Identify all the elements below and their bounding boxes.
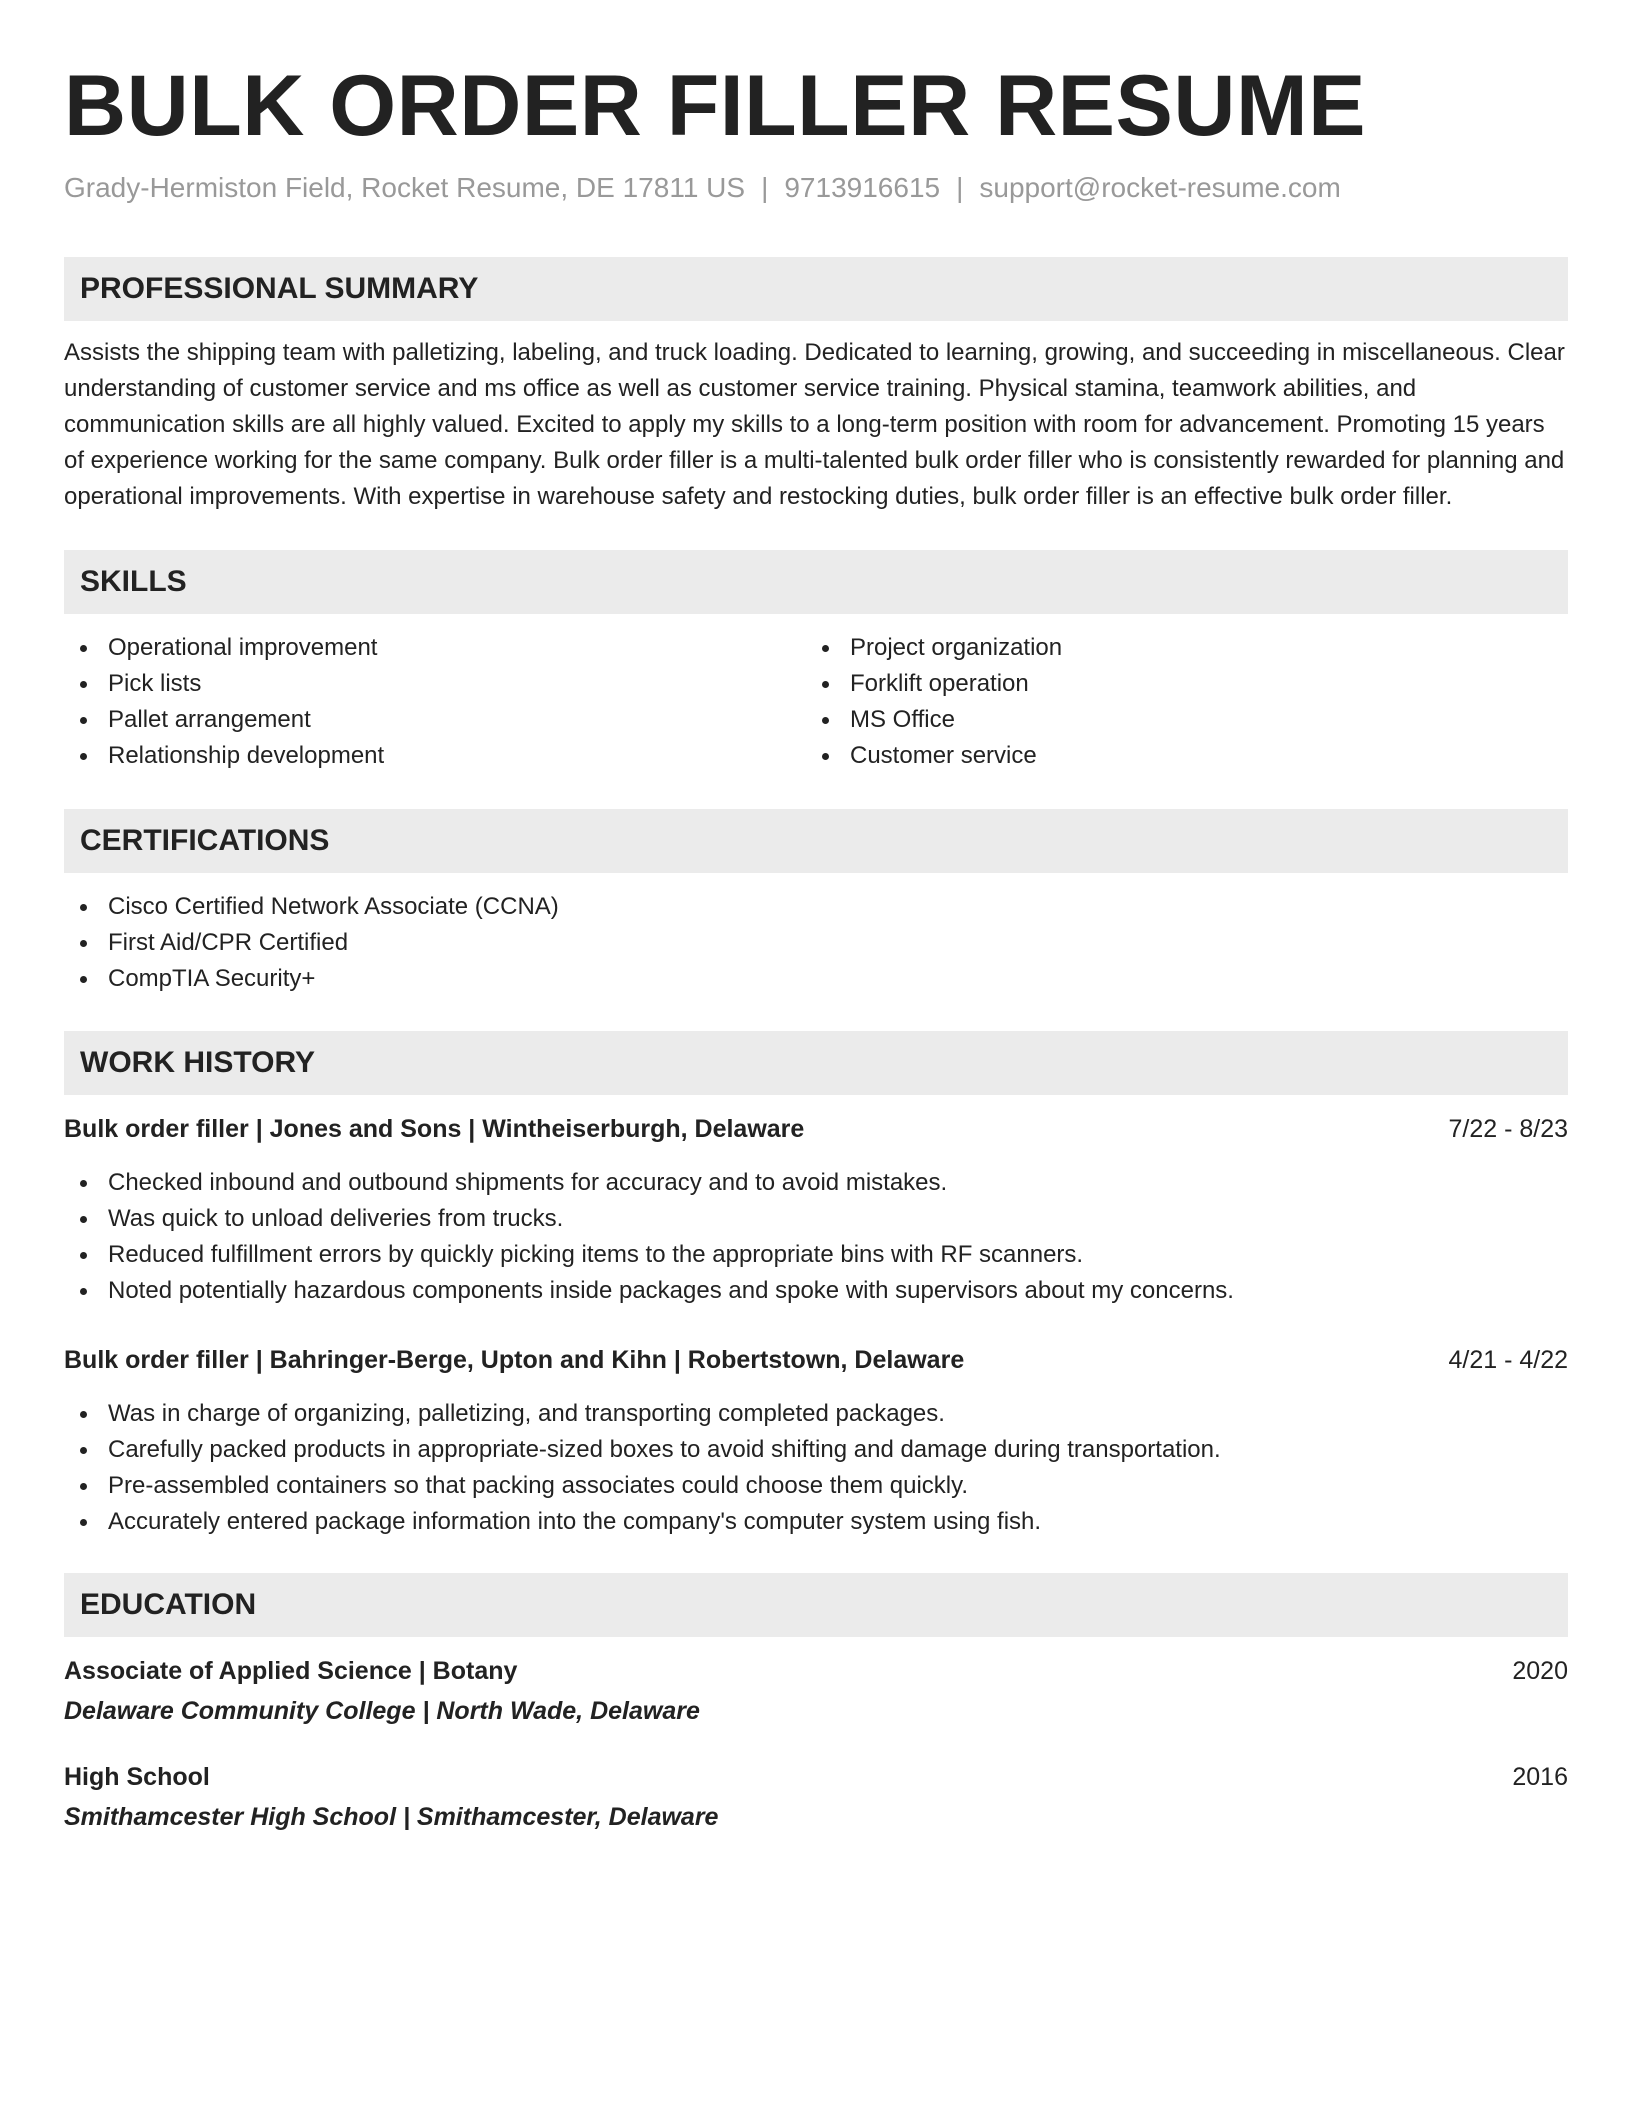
job-title: Bulk order filler | Bahringer-Berge, Upton and Kihn | Robertstown, Delaware (64, 1346, 965, 1374)
job-duty: Carefully packed products in appropriate-sized boxes to avoid shifting and damage during transportation. (64, 1432, 1568, 1468)
education-entry (64, 1653, 1568, 1729)
job-duty: Noted potentially hazardous components inside packages and spoke with supervisors about my concerns. (64, 1273, 1568, 1309)
job-duty: Was quick to unload deliveries from trucks. (64, 1201, 1568, 1237)
section-header-skills: SKILLS (64, 550, 1568, 614)
skills-grid (64, 630, 1568, 774)
skill-item: Forklift operation (806, 666, 1548, 702)
resume-title: BULK ORDER FILLER RESUME (64, 58, 1366, 154)
job-header (64, 1342, 1568, 1378)
job-duties-list (64, 1165, 1568, 1309)
skills-column-right (806, 630, 1548, 774)
job-dates: 7/22 - 8/23 (1448, 1115, 1568, 1143)
education-year: 2020 (1512, 1657, 1568, 1685)
job-duty: Pre-assembled containers so that packing associates could choose them quickly. (64, 1468, 1568, 1504)
certifications-list (64, 889, 1568, 997)
summary-text: Assists the shipping team with palletizing, labeling, and truck loading. Dedicated to learning, growing, and succeeding in miscellaneous. Clear understanding of customer service and ms office as well as customer service training. Physical stamina, teamwork abilities, and communication skills are all highly valued. Excited to apply my skills to a long-term position with room for advancement. Promoting 15 years of experience working for the same company. Bulk order filler is a multi-talented bulk order filler who is consistently rewarded for planning and operational improvements. With expertise in warehouse safety and restocking duties, bulk order filler is an effective bulk order filler. (64, 339, 1565, 510)
contact-email: support@rocket-resume.com (979, 172, 1341, 203)
job-duties-list (64, 1396, 1568, 1540)
job-header (64, 1111, 1568, 1147)
job-duty: Checked inbound and outbound shipments for accuracy and to avoid mistakes. (64, 1165, 1568, 1201)
contact-phone: 9713916615 (784, 172, 941, 203)
contact-line (64, 170, 1568, 206)
skill-item: Pallet arrangement (64, 702, 806, 738)
education-header (64, 1653, 1568, 1689)
skill-item: Relationship development (64, 738, 806, 774)
contact-separator: | (956, 172, 964, 203)
skill-item: Pick lists (64, 666, 806, 702)
skill-item: Project organization (806, 630, 1548, 666)
section-header-education: EDUCATION (64, 1573, 1568, 1637)
skill-item: Operational improvement (64, 630, 806, 666)
job-duty: Accurately entered package information into the company's computer system using fish. (64, 1504, 1568, 1540)
education-degree: Associate of Applied Science | Botany (64, 1657, 518, 1685)
section-header-work-history: WORK HISTORY (64, 1031, 1568, 1095)
job-dates: 4/21 - 4/22 (1448, 1346, 1568, 1374)
certification-item: Cisco Certified Network Associate (CCNA) (64, 889, 1568, 925)
education-school: Smithamcester High School | Smithamcester, Delaware (64, 1803, 719, 1831)
education-year: 2016 (1512, 1763, 1568, 1791)
section-header-summary: PROFESSIONAL SUMMARY (64, 257, 1568, 321)
job-duty: Reduced fulfillment errors by quickly picking items to the appropriate bins with RF scanners. (64, 1237, 1568, 1273)
section-header-certifications: CERTIFICATIONS (64, 809, 1568, 873)
education-degree: High School (64, 1763, 210, 1791)
job-duty: Was in charge of organizing, palletizing, and transporting completed packages. (64, 1396, 1568, 1432)
certification-item: First Aid/CPR Certified (64, 925, 1568, 961)
education-entry (64, 1759, 1568, 1835)
contact-separator: | (761, 172, 769, 203)
education-header (64, 1759, 1568, 1795)
skill-item: MS Office (806, 702, 1548, 738)
job-title: Bulk order filler | Jones and Sons | Wintheiserburgh, Delaware (64, 1115, 805, 1143)
job-entry (64, 1111, 1568, 1309)
certification-item: CompTIA Security+ (64, 961, 1568, 997)
contact-address: Grady-Hermiston Field, Rocket Resume, DE 17811 US (64, 172, 746, 203)
skill-item: Customer service (806, 738, 1548, 774)
resume-page (64, 56, 1568, 1835)
skills-column-left (64, 630, 806, 774)
job-entry (64, 1342, 1568, 1540)
education-school: Delaware Community College | North Wade, Delaware (64, 1697, 700, 1725)
